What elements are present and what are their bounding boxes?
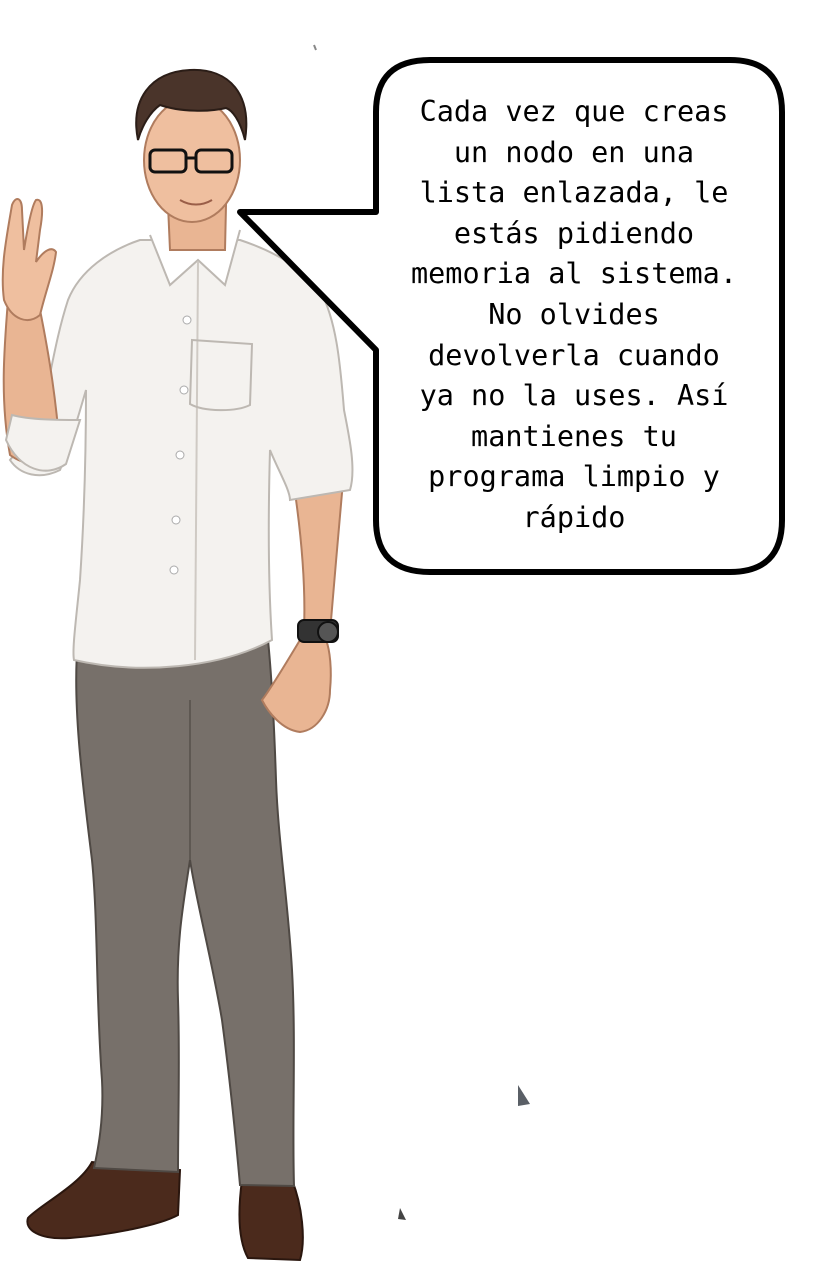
pants [76,640,294,1186]
bubble-line: programa limpio y [428,460,720,494]
left-hand [3,199,56,320]
bubble-line: No olvides [488,297,660,331]
stray-mark-2 [398,1208,406,1220]
bubble-line: estás pidiendo [453,216,695,250]
stray-mark-1 [518,1085,530,1106]
right-shoe [240,1180,303,1260]
bubble-line: devolverla cuando [428,338,720,372]
bubble-line: Cada vez que creas [419,95,729,128]
bubble-line: un nodo en una [453,135,695,169]
bubble-line: mantienes tu [471,419,677,453]
left-shoe [27,1162,180,1238]
bubble-line: rápido [522,500,626,534]
stray-mark-3 [314,45,316,50]
speech-bubble-text [386,92,762,552]
bubble-line: ya no la uses. Así [419,379,729,413]
bubble-line: memoria al sistema. [410,257,737,291]
bubble-line: lista enlazada, le [419,176,729,210]
